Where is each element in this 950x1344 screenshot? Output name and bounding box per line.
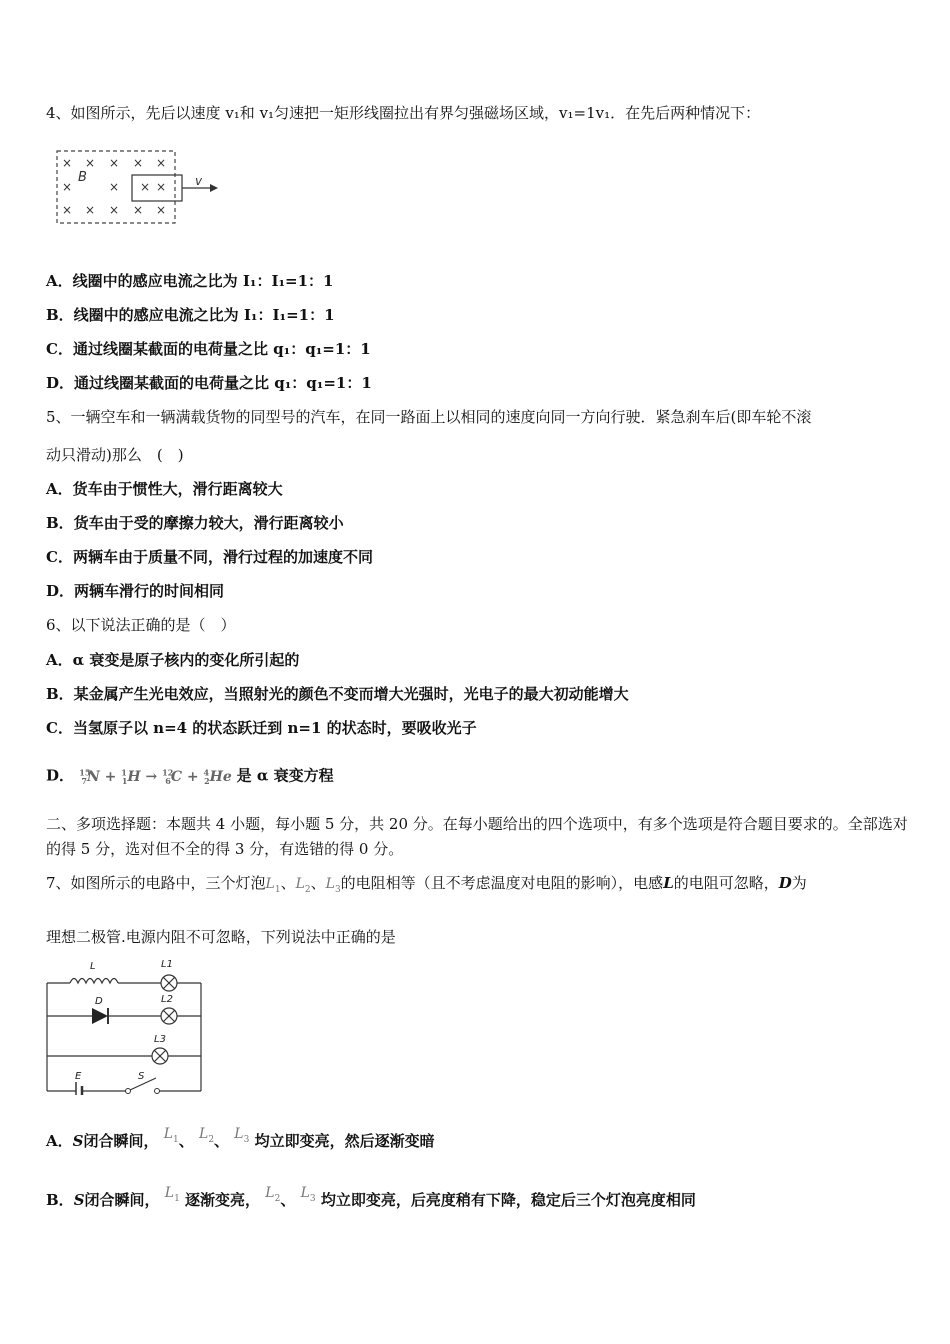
lamp2-label: L2 [161, 994, 173, 1005]
q4-option-b: B．线圈中的感应电流之比为 I₁：I₁=1：1 [46, 306, 335, 324]
field-cross: × [140, 180, 151, 194]
field-label-b: B [78, 170, 87, 185]
field-cross: × [85, 203, 96, 217]
lamp3-label: L3 [154, 1034, 166, 1045]
diode-label: D [95, 996, 103, 1007]
q5-option-c: C．两辆车由于质量不同，滑行过程的加速度不同 [46, 548, 373, 566]
field-cross: × [109, 203, 120, 217]
magnetic-field-figure [52, 145, 222, 230]
q5-stem-line2: 动只滑动)那么 ( ) [46, 446, 184, 464]
q5-option-d: D．两辆车滑行的时间相同 [46, 582, 225, 600]
q6-option-b: B．某金属产生光电效应，当照射光的颜色不变而增大光强时，光电子的最大初动能增大 [46, 685, 629, 703]
field-cross: × [156, 180, 167, 194]
field-cross: × [156, 156, 167, 170]
q6-option-c: C．当氢原子以 n=4 的状态跃迁到 n=1 的状态时，要吸收光子 [46, 719, 477, 737]
switch-label: S [138, 1071, 145, 1082]
field-cross: × [133, 203, 144, 217]
field-cross: × [85, 156, 96, 170]
velocity-label: v [195, 174, 203, 188]
q7-option-b: B．S闭合瞬间， $L_1$ 逐渐变亮， $L_2$、 $L_3$ 均立即变亮，后亮度稍有下降，稳定后三个灯泡亮度相同 [46, 1185, 696, 1209]
field-cross: × [133, 156, 144, 170]
q6-option-d-suffix: 是 α 衰变方程 [236, 766, 334, 785]
q7-stem-line2: 理想二极管.电源内阻不可忽略，下列说法中正确的是 [46, 928, 396, 946]
q6-option-a: A．α 衰变是原子核内的变化所引起的 [46, 651, 300, 669]
q4-stem: 4、如图所示，先后以速度 v₁和 v₁匀速把一矩形线圈拉出有界匀强磁场区域，v₁=1v₁．在先后两种情况下： [46, 104, 761, 122]
inductor-label: L [90, 961, 96, 972]
q7-option-a: A．S闭合瞬间， $L_1$、 $L_2$、 $L_3$ 均立即变亮，然后逐渐变暗 [46, 1126, 435, 1150]
q6-option-d-prefix: D． [46, 766, 75, 785]
field-cross: × [156, 203, 167, 217]
q7-stem-line1: 7、如图所示的电路中，三个灯泡$L_1$、$L_2$、$L_3$的电阻相等（且不考虑温度对电阻的影响），电感L的电阻可忽略，D为 [46, 874, 807, 895]
q4-option-c: C．通过线圈某截面的电荷量之比 q₁：q₁=1：1 [46, 340, 371, 358]
field-cross: × [109, 180, 120, 194]
q5-stem-line1: 5、一辆空车和一辆满载货物的同型号的汽车，在同一路面上以相同的速度向同一方向行驶．紧急刹车后(即车轮不滚 [46, 408, 812, 426]
battery-label: E [75, 1071, 82, 1082]
q4-option-d: D．通过线圈某截面的电荷量之比 q₁：q₁=1：1 [46, 374, 372, 392]
q6-option-d [46, 762, 334, 791]
section2-instructions: 二、多项选择题：本题共 4 小题，每小题 5 分，共 20 分。在每小题给出的四个选项中，有多个选项是符合题目要求的。全部选对的得 5 分，选对但不全的得 3 分，有选错的得 0 分。 [46, 815, 908, 858]
field-cross: × [62, 203, 73, 217]
lamp1-label: L1 [161, 959, 173, 970]
q5-option-a: A．货车由于惯性大，滑行距离较大 [46, 480, 283, 498]
q6-stem: 6、以下说法正确的是（ ） [46, 616, 236, 634]
field-cross: × [62, 156, 73, 170]
field-cross: × [62, 180, 73, 194]
q4-option-a: A．线圈中的感应电流之比为 I₁：I₁=1：1 [46, 272, 334, 290]
circuit-figure [44, 955, 209, 1095]
field-cross: × [109, 156, 120, 170]
diode-symbol [92, 1008, 108, 1024]
nuclear-equation: $^{15}_7$N + $^1_1$H → $^{12}_6$C + $^4_2$He [79, 767, 232, 787]
q5-option-b: B．货车由于受的摩擦力较大，滑行距离较小 [46, 514, 344, 532]
